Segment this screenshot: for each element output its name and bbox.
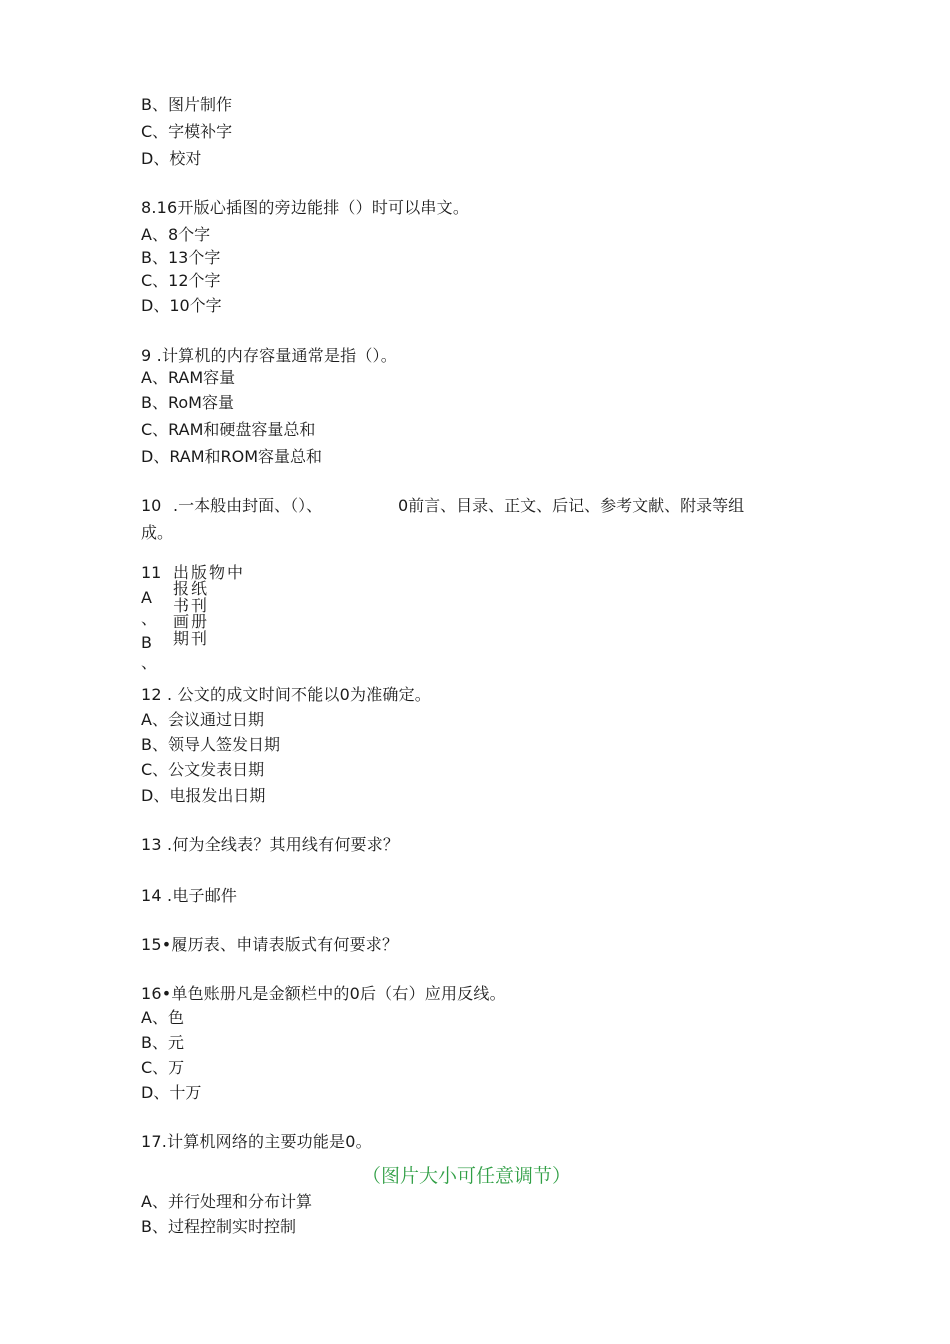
- q16-option-d: D、十万: [141, 1083, 202, 1102]
- q11-line4: 画册: [173, 612, 210, 631]
- q9-option-b: B、RoM容量: [141, 393, 234, 412]
- q8-question: 8.16开版心插图的旁边能排（）时可以串文。: [141, 198, 470, 217]
- q11-col-b: B: [141, 633, 152, 652]
- q11-sep2: 、: [141, 653, 158, 672]
- q7-option-d: D、校对: [141, 149, 202, 168]
- q11-number: 11: [141, 563, 162, 582]
- q10-number: 10: [141, 496, 162, 515]
- q11-line5: 期刊: [173, 629, 210, 648]
- q11-line1: 出版物中: [173, 563, 246, 582]
- q7-option-b: B、图片制作: [141, 95, 232, 114]
- q11-line3: 书刊: [173, 596, 210, 615]
- q17-option-a: A、并行处理和分布计算: [141, 1192, 312, 1211]
- q9-option-d: D、RAM和ROM容量总和: [141, 447, 323, 466]
- image-resize-note: （图片大小可任意调节）: [362, 1165, 572, 1187]
- q8-option-c: C、12个字: [141, 271, 221, 290]
- q10-line1-rest: 0前言、目录、正文、后记、参考文献、附录等组: [398, 496, 745, 515]
- q17-question: 17.计算机网络的主要功能是0。: [141, 1132, 372, 1151]
- q12-option-a: A、会议通过日期: [141, 710, 264, 729]
- q9-question: 9 .计算机的内存容量通常是指（）。: [141, 346, 397, 365]
- q17-option-b: B、过程控制实时控制: [141, 1217, 296, 1236]
- q10-line1: .一本般由封面、（）、: [173, 496, 323, 515]
- q8-option-d: D、10个字: [141, 296, 222, 315]
- q11-col-a: A: [141, 588, 152, 607]
- q9-option-c: C、RAM和硬盘容量总和: [141, 420, 316, 439]
- q12-question: 12 . 公文的成文时间不能以0为准确定。: [141, 685, 431, 704]
- q15-question: 15•履历表、申请表版式有何要求？: [141, 935, 399, 954]
- q16-option-c: C、万: [141, 1058, 185, 1077]
- q11-sep1: 、: [141, 609, 158, 628]
- q13-question: 13 .何为全线表？其用线有何要求？: [141, 835, 400, 854]
- q9-option-a: A、RAM容量: [141, 368, 236, 387]
- q12-option-d: D、电报发出日期: [141, 786, 266, 805]
- q11-line2: 报纸: [173, 579, 210, 598]
- q16-option-b: B、元: [141, 1033, 184, 1052]
- q16-option-a: A、色: [141, 1008, 184, 1027]
- q8-option-b: B、13个字: [141, 248, 221, 267]
- q12-option-c: C、公文发表日期: [141, 760, 265, 779]
- q8-option-a: A、8个字: [141, 225, 211, 244]
- q7-option-c: C、字模补字: [141, 122, 233, 141]
- q12-option-b: B、领导人签发日期: [141, 735, 280, 754]
- q14-question: 14 .电子邮件: [141, 886, 238, 905]
- q10-line2: 成。: [141, 523, 174, 542]
- q16-question: 16•单色账册凡是金额栏中的0后（右）应用反线。: [141, 984, 506, 1003]
